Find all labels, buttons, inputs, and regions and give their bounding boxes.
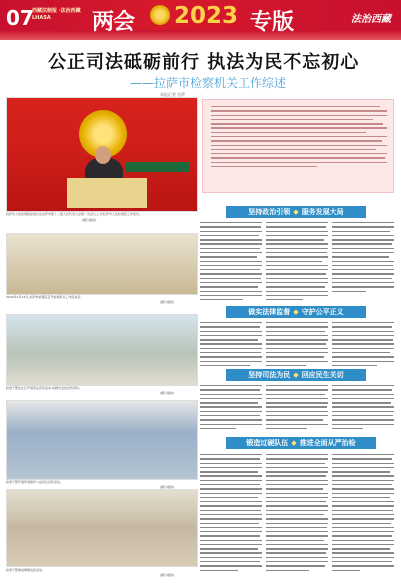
speaker-head (95, 146, 111, 164)
section-2-label2: 守护公平正义 (301, 308, 344, 316)
year: 2023 (174, 3, 239, 29)
photo-credit-3: (图片提供) (160, 391, 175, 395)
photo-fish-release (6, 489, 198, 567)
body-column-3a (200, 385, 262, 432)
lead-text (211, 106, 387, 170)
body-column-4c (332, 454, 394, 574)
section-title: 两会 (92, 10, 135, 35)
photo-publicity-event (6, 400, 198, 480)
byline: 本报记者 拉萨 (160, 92, 186, 97)
masthead-banner (0, 0, 401, 40)
page-number: 07 (6, 6, 34, 30)
photo-caption-1: 拉萨市人民检察院检察长在拉萨市第十二届人民代表大会第一次会议上,作拉萨市人民检察院工作报告。 (6, 212, 142, 216)
body-column-3c (332, 385, 394, 432)
section-bar-2: 做实法律监督 ◆ 守护公平正义 (226, 306, 366, 318)
body-column-2a (200, 322, 262, 369)
paper-name: 西藏法制报 ·法治西藏 LHASA (32, 8, 81, 21)
body-column-1b (266, 222, 328, 303)
body-column-4a (200, 454, 262, 574)
body-column-2c (332, 322, 394, 369)
section-bar-3: 坚持司法为民 ◆ 回应民生关切 (226, 369, 366, 381)
newspaper-logo: 法治西藏 (351, 14, 391, 25)
section-3-label: 坚持司法为民 (248, 371, 291, 379)
podium-sign (125, 162, 189, 172)
photo-credit-2: (图片提供) (160, 300, 175, 304)
photo-credit-4: (图片提供) (160, 485, 175, 489)
photo-speaker-podium (6, 97, 198, 212)
section-1-label: 坚持政治引领 (248, 208, 291, 216)
body-column-1a (200, 222, 262, 303)
headline: 公正司法砥砺前行 执法为民不忘初心 (48, 52, 360, 73)
section-2-label: 做实法律监督 (248, 308, 291, 316)
subheadline: ——拉萨市检察机关工作综述 (130, 76, 287, 90)
photo-caption-2: 2022年4月12日,拉萨市检察院召开检察机关工作座谈会。 (6, 295, 84, 299)
podium (67, 178, 147, 208)
emblem-icon (150, 5, 170, 25)
special-edition-label: 专版 (250, 10, 295, 35)
lead-summary-box (202, 99, 394, 193)
photo-credit-5: (图片提供) (160, 573, 175, 577)
photo-credit-1: (图片提供) (82, 218, 97, 222)
photo-caption-3: 检察干警在社区开展普法宣传活动,向群众发放宣传资料。 (6, 386, 82, 390)
body-column-2b (266, 322, 328, 369)
section-bar-4: 锻造过硬队伍 ◆ 推进全面从严治检 (226, 437, 376, 449)
photo-community-outreach (6, 314, 198, 386)
body-column-4b (266, 454, 328, 574)
section-bar-1: 坚持政治引领 ◆ 服务发展大局 (226, 206, 366, 218)
photo-caption-4: 检察干警开展环境保护公益诉讼宣传活动。 (6, 480, 64, 484)
photo-meeting (6, 233, 198, 295)
photo-caption-5: 检察干警参加增殖放流活动。 (6, 568, 46, 572)
section-4-label: 锻造过硬队伍 (246, 439, 289, 447)
section-1-label2: 服务发展大局 (301, 208, 344, 216)
body-column-1c (332, 222, 394, 295)
section-3-label2: 回应民生关切 (301, 371, 344, 379)
section-4-label2: 推进全面从严治检 (299, 439, 356, 447)
banner-wave (0, 30, 401, 40)
body-column-3b (266, 385, 328, 432)
